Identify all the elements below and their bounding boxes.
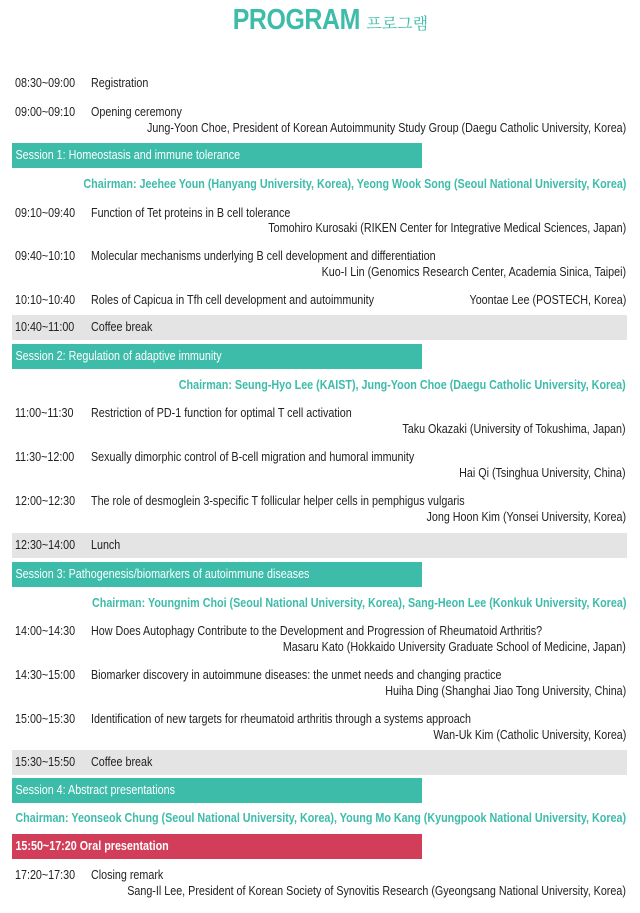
- talk-title: Molecular mechanisms underlying B cell development and differentiation: [91, 249, 436, 263]
- session-title: Session 1: Homeostasis and immune tolerance: [15, 148, 241, 162]
- label: Lunch: [91, 538, 121, 552]
- speaker: Sang-Il Lee, President of Korean Society of Synovitis Research (Gyeongsang National University, Korea): [127, 884, 626, 898]
- label: Closing remark: [91, 868, 164, 882]
- chairman-text: Chairman: Seung-Hyo Lee (KAIST), Jung-Yoon Choe (Daegu Catholic University, Korea): [179, 378, 626, 392]
- session-3-header: [12, 562, 422, 587]
- speaker: Jung-Yoon Choe, President of Korean Autoimmunity Study Group (Daegu Catholic University, Korea): [146, 121, 626, 135]
- label: Coffee break: [91, 755, 153, 769]
- time: 09:10~09:40: [15, 206, 76, 220]
- talk-title: Roles of Capicua in Tfh cell development and autoimmunity: [91, 293, 375, 307]
- time: 15:30~15:50: [15, 755, 76, 769]
- title-english: PROGRAM: [232, 4, 360, 36]
- coffee-break-row: [12, 315, 627, 340]
- time: 17:20~17:30: [15, 868, 76, 882]
- speaker: Kuo-I Lin (Genomics Research Center, Academia Sinica, Taipei): [321, 265, 626, 279]
- speaker: Jong Hoon Kim (Yonsei University, Korea): [426, 510, 626, 524]
- time: 08:30~09:00: [15, 76, 76, 90]
- coffee-break-row: [12, 750, 627, 775]
- session-1-chairman: [0, 177, 626, 192]
- talk-title: Restriction of PD-1 function for optimal T cell activation: [91, 406, 352, 420]
- session-4-header: [12, 778, 422, 803]
- talk-title: Function of Tet proteins in B cell tolerance: [91, 206, 291, 220]
- speaker: Masaru Kato (Hokkaido University Graduate School of Medicine, Japan): [283, 640, 626, 654]
- session-title: Session 4: Abstract presentations: [15, 783, 175, 797]
- lunch-row: [12, 533, 627, 558]
- session-title: Session 2: Regulation of adaptive immunity: [15, 349, 222, 363]
- talk-title: Identification of new targets for rheumatoid arthritis through a systems approach: [91, 712, 472, 726]
- time: 12:30~14:00: [15, 538, 76, 552]
- session-3-chairman: [5, 596, 626, 611]
- title-korean: 프로그램: [366, 14, 429, 33]
- time: 11:30~12:00: [15, 450, 75, 464]
- session-title: Session 3: Pathogenesis/biomarkers of autoimmune diseases: [15, 567, 310, 581]
- speaker: Tomohiro Kurosaki (RIKEN Center for Integrative Medical Sciences, Japan): [268, 221, 626, 235]
- oral-presentation-label: 15:50~17:20 Oral presentation: [15, 839, 169, 853]
- talk-title: The role of desmoglein 3-specific T follicular helper cells in pemphigus vulgaris: [91, 494, 465, 508]
- time: 09:40~10:10: [15, 249, 76, 263]
- speaker: Hai Qi (Tsinghua University, China): [459, 466, 626, 480]
- speaker: Wan-Uk Kim (Catholic University, Korea): [433, 728, 626, 742]
- chairman-text: Chairman: Jeehee Youn (Hanyang University, Korea), Yeong Wook Song (Seoul National University, Korea): [83, 177, 626, 191]
- page-title: [0, 0, 640, 42]
- session-2-chairman: [106, 378, 626, 393]
- session-4-chairman: [0, 811, 626, 826]
- time: 12:00~12:30: [15, 494, 76, 508]
- time: 10:40~11:00: [15, 320, 75, 334]
- time: 14:00~14:30: [15, 624, 76, 638]
- label: Registration: [91, 76, 149, 90]
- oral-presentation-row: [12, 834, 422, 859]
- session-1-header: [12, 143, 422, 168]
- time: 09:00~09:10: [15, 105, 76, 119]
- speaker: Huiha Ding (Shanghai Jiao Tong University, China): [384, 684, 626, 698]
- talk-title: How Does Autophagy Contribute to the Development and Progression of Rheumatoid Arthritis?: [91, 624, 543, 638]
- time: 11:00~11:30: [15, 406, 74, 420]
- talk-title: Sexually dimorphic control of B-cell migration and humoral immunity: [91, 450, 415, 464]
- label: Coffee break: [91, 320, 153, 334]
- label: Opening ceremony: [91, 105, 182, 119]
- chairman-text: Chairman: Yeonseok Chung (Seoul National University, Korea), Young Mo Kang (Kyungpook National University, Korea): [15, 811, 626, 825]
- time: 15:00~15:30: [15, 712, 76, 726]
- chairman-text: Chairman: Youngnim Choi (Seoul National University, Korea), Sang-Heon Lee (Konkuk University, Korea): [91, 596, 626, 610]
- time: 14:30~15:00: [15, 668, 76, 682]
- talk-title: Biomarker discovery in autoimmune diseases: the unmet needs and changing practice: [91, 668, 502, 682]
- session-2-header: [12, 344, 422, 369]
- speaker: Yoontae Lee (POSTECH, Korea): [469, 293, 626, 307]
- speaker: Taku Okazaki (University of Tokushima, Japan): [402, 422, 626, 436]
- time: 10:10~10:40: [15, 293, 76, 307]
